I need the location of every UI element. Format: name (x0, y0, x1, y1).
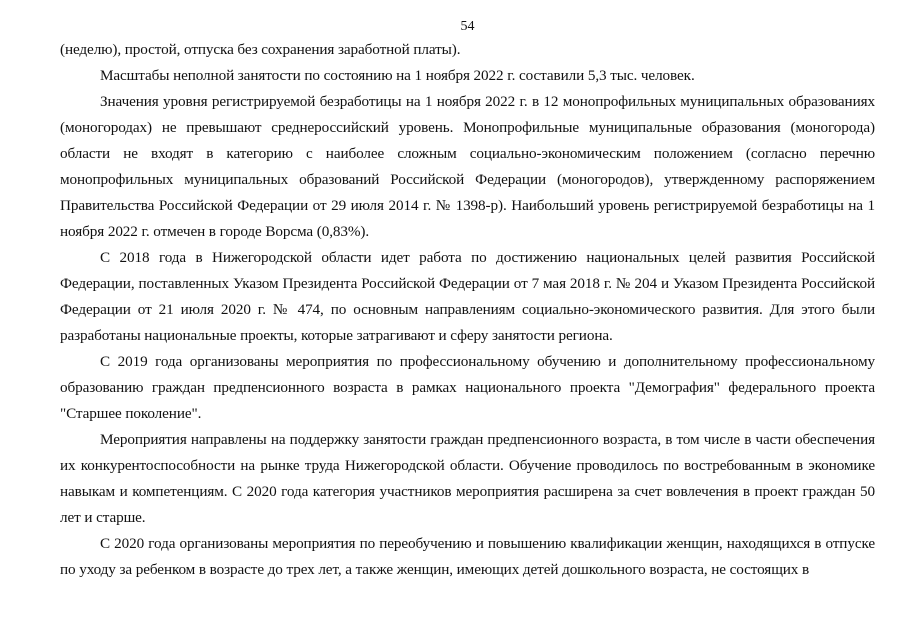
paragraph-part-time-employment: Масштабы неполной занятости по состоянию на 1 ноября 2022 г. составили 5,3 тыс. человек. (100, 67, 695, 84)
paragraph-continuation: (неделю), простой, отпуска без сохранения заработной платы). (60, 41, 461, 58)
paragraph-monotowns-unemployment: Значения уровня регистрируемой безработицы на 1 ноября 2022 г. в 12 монопрофильных муниципальных образованиях (моногородах) не превышают среднероссийский уровень. Монопрофильные муниципальные образования (моногорода) области не входят в категорию с наиболее сложным социально-экономическим положением (согласно перечню монопрофильных муниципальных образований Российской Федерации (моногородов), утвержденному распоряжением Правительства Российской Федерации от 29 июля 2014 г. № 1398-р). Наибольший уровень регистрируемой безработицы на 1 ноября 2022 г. отмечен в городе Ворсма (0,83%). (60, 93, 875, 240)
document-body (60, 37, 875, 583)
page-number: 54 (460, 19, 475, 34)
paragraph-women-retraining: С 2020 года организованы мероприятия по переобучению и повышению квалификации женщин, находящихся в отпуске по уходу за ребенком в возрасте до трех лет, а также женщин, имеющих детей дошкольного возраста, не состоящих в (60, 535, 875, 578)
paragraph-pre-retirement-training: С 2019 года организованы мероприятия по профессиональному обучению и дополнительному профессиональному образованию граждан предпенсионного возраста в рамках национального проекта "Демография" федерального проекта "Старшее поколение". (60, 353, 875, 422)
document-page (60, 0, 875, 640)
paragraph-national-goals: С 2018 года в Нижегородской области идет работа по достижению национальных целей развития Российской Федерации, поставленных Указом Президента Российской Федерации от 7 мая 2018 г. № 204 и Указом Президента Российской Федерации от 21 июля 2020 г. № 474, по основным направлениям социально-экономического развития. Для этого были разработаны национальные проекты, которые затрагивают и сферу занятости региона. (60, 249, 875, 344)
paragraph-employment-support: Мероприятия направлены на поддержку занятости граждан предпенсионного возраста, в том числе в части обеспечения их конкурентоспособности на рынке труда Нижегородской области. Обучение проводилось по востребованным в экономике навыкам и компетенциям. С 2020 года категория участников мероприятия расширена за счет вовлечения в проект граждан 50 лет и старше. (60, 431, 875, 526)
